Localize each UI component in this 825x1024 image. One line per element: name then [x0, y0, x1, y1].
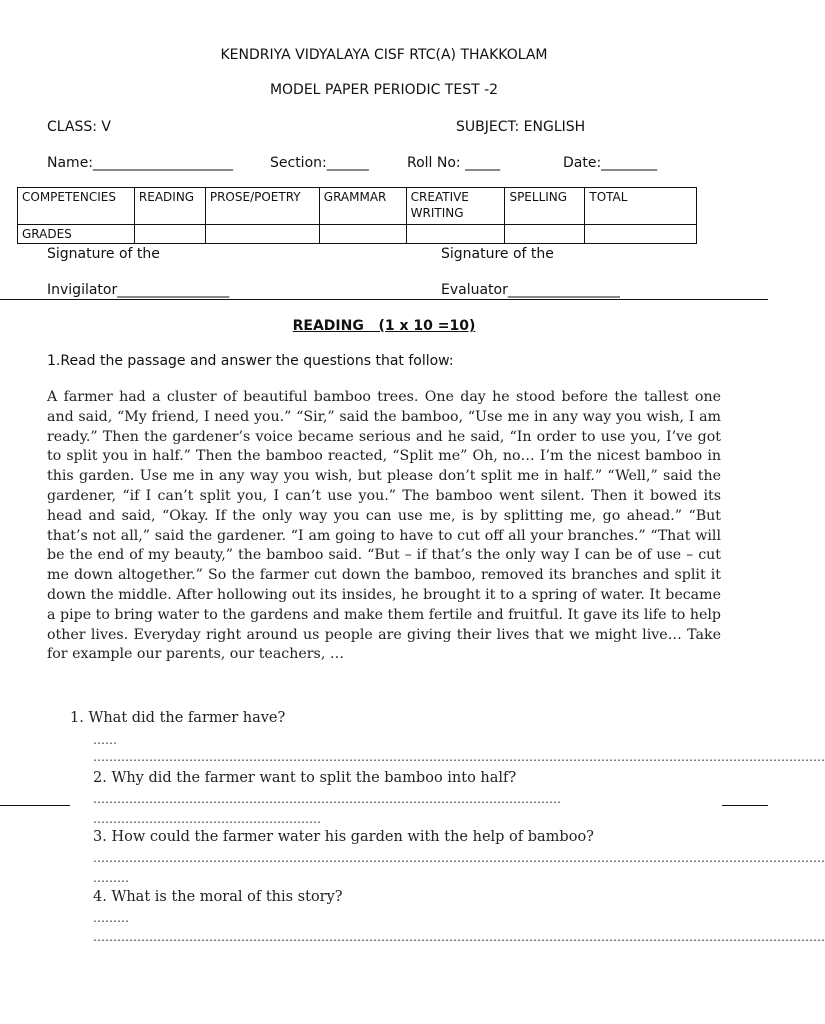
answer-line[interactable]: …………………………………………………………………………………………………………………………………………………………………	[93, 930, 825, 944]
roll-no-field[interactable]: Roll No: _____	[407, 155, 501, 171]
answer-line[interactable]: …………………………………………………	[93, 812, 321, 826]
col-total: TOTAL	[585, 188, 697, 225]
col-creative-writing: CREATIVE WRITING	[406, 188, 505, 225]
grade-cell-grammar[interactable]	[319, 225, 406, 244]
school-name: KENDRIYA VIDYALAYA CISF RTC(A) THAKKOLAM	[220, 47, 548, 63]
col-grammar: GRAMMAR	[319, 188, 406, 225]
answer-line[interactable]: ………	[93, 911, 129, 925]
answer-line[interactable]: ………………………………………………………………………………………………………	[93, 792, 561, 806]
reading-heading: READING (1 x 10 =10)	[292, 318, 476, 334]
grade-cell-spelling[interactable]	[505, 225, 585, 244]
grades-row	[18, 225, 697, 244]
reading-heading-wrap	[0, 318, 768, 334]
date-field[interactable]: Date:________	[563, 155, 658, 171]
instruction: 1.Read the passage and answer the questions that follow:	[47, 353, 454, 369]
question-2: 2. Why did the farmer want to split the bamboo into half?	[93, 770, 517, 786]
col-prose-poetry: PROSE/POETRY	[205, 188, 319, 225]
grade-cell-prose-poetry[interactable]	[205, 225, 319, 244]
answer-line[interactable]: …………………………………………………………………………………………………………………………………………………………………	[93, 851, 825, 865]
grades-table	[17, 187, 697, 244]
col-competencies: COMPETENCIES	[18, 188, 135, 225]
class-label: CLASS: V	[47, 119, 111, 135]
question-4: 4. What is the moral of this story?	[93, 889, 343, 905]
answer-line[interactable]: …………………………………………………………………………………………………………………………………………………………………	[93, 750, 825, 764]
question-3: 3. How could the farmer water his garden with the help of bamboo?	[93, 829, 594, 845]
name-field[interactable]: Name:____________________	[47, 155, 234, 171]
table-header-row	[18, 188, 697, 225]
evaluator-signature-field[interactable]: Evaluator________________	[441, 282, 620, 298]
col-reading: READING	[134, 188, 205, 225]
grade-cell-total[interactable]	[585, 225, 697, 244]
test-title: MODEL PAPER PERIODIC TEST -2	[269, 82, 499, 98]
margin-line-right	[722, 805, 768, 806]
evaluator-signature-label: Signature of the	[441, 246, 554, 262]
reading-passage: A farmer had a cluster of beautiful bamboo trees. One day he stood before the tallest one and said, “My friend, I need you.” “Sir,” said the bamboo, “Use me in any way you wish, I am ready.” Then the gardener’s voice became serious and he said, “In order to use you, I’ve got to split you in half.” Then the bamboo reacted, “Split me” Oh, no… I’m the nicest bamboo in this garden. Use me in any way you wish, but please don’t split me in half.” “Well,” said the gardener, “if I can’t split you, I can’t use you.” The bamboo went silent. Then it bowed its head and said, “Okay. If the only way you can use me, is by splitting me, go ahead.” “But that’s not all,” said the gardener. “I am going to have to cut off all your branches.” “That will be the end of my beauty,” the bamboo said. “But – if that’s the only way I can be of use – cut me down altogether.” So the farmer cut down the bamboo, removed its branches and split it down the middle. After hollowing out its insides, he brought it to a spring of water. It became a pipe to bring water to the gardens and make them fertile and fruitful. It gave its life to help other lives. Everyday right around us people are giving their lives that we might live… Take for example our parents, our teachers, …	[47, 389, 721, 663]
invigilator-signature-field[interactable]: Invigilator________________	[47, 282, 230, 298]
answer-line[interactable]: ………	[93, 871, 129, 885]
grade-cell-creative-writing[interactable]	[406, 225, 505, 244]
col-spelling: SPELLING	[505, 188, 585, 225]
subject-label: SUBJECT: ENGLISH	[456, 119, 586, 135]
invigilator-signature-label: Signature of the	[47, 246, 160, 262]
question-1: 1. What did the farmer have?	[70, 710, 286, 726]
section-field[interactable]: Section:______	[270, 155, 369, 171]
grade-cell-reading[interactable]	[134, 225, 205, 244]
margin-line-left	[0, 805, 70, 806]
answer-line[interactable]: ……	[93, 733, 117, 747]
grades-label: GRADES	[18, 225, 135, 244]
section-divider	[0, 299, 768, 300]
